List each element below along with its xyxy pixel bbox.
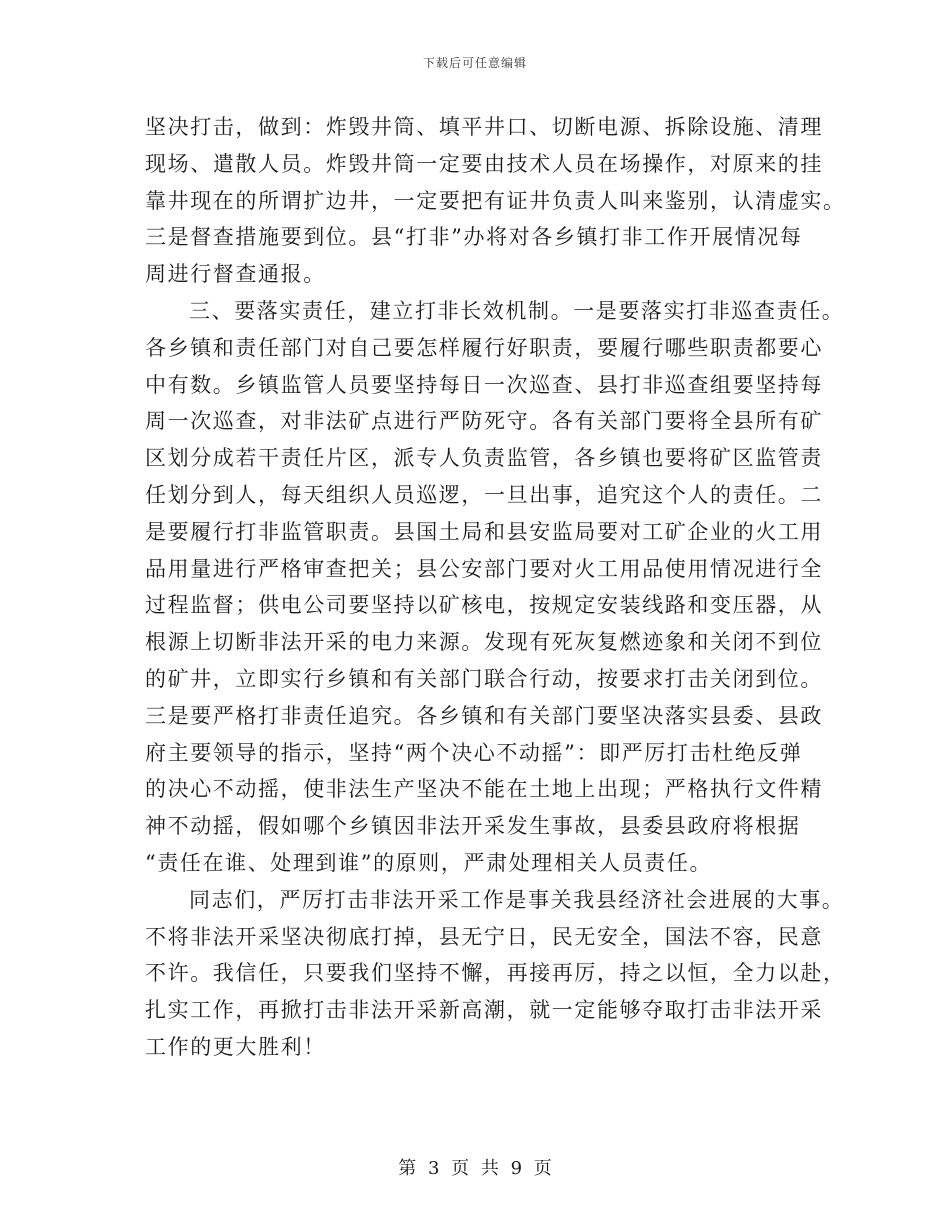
body-text [145,109,846,1066]
paragraph-start-line: 三、要落实责任，建立打非长效机制。一是要落实打非巡查责任。 [189,298,845,323]
text-line: 靠井现在的所谓扩边井，一定要把有证井负责人叫来鉴别，认清虚实。 [145,188,846,213]
text-line: 坚决打击，做到：炸毁井筒、填平井口、切断电源、拆除设施、清理 [145,115,823,139]
text-line: 扎实工作，再掀打击非法开采新高潮，就一定能够夺取打击非法开采 [145,998,823,1023]
text-line: 现场、遣散人员。炸毁井筒一定要由技术人员在场操作，对原来的挂 [145,151,823,176]
text-line: 的决心不动摇，使非法生产坚决不能在土地上出现；严格执行文件精 [145,777,823,802]
page-number: 第 3 页 共 9 页 [398,1158,552,1179]
text-line: “责任在谁、处理到谁”的原则，严肃处理相关人员责任。 [145,850,713,875]
text-line: 的矿井，立即实行乡镇和有关部门联合行动，按要求打击关闭到位。 [145,666,823,691]
text-line: 区划分成若干责任片区，派专人负责监管，各乡镇也要将矿区监管责 [145,446,823,471]
text-line: 府主要领导的指示，坚持“两个决心不动摇”：即严厉打击杜绝反弹 [145,740,803,765]
header-note: 下载后可任意编辑 [422,56,527,70]
text-line: 各乡镇和责任部门对自己要怎样履行好职责，要履行哪些职责都要心 [145,335,823,360]
text-line: 工作的更大胜利！ [145,1034,326,1059]
text-line: 中有数。乡镇监管人员要坚持每日一次巡查、县打非巡查组要坚持每 [145,372,823,397]
text-line: 过程监督；供电公司要坚持以矿核电，按规定安装线路和变压器，从 [145,593,823,618]
text-line: 周进行督查通报。 [145,262,326,287]
text-line: 根源上切断非法开采的电力来源。发现有死灰复燃迹象和关闭不到位 [145,630,823,655]
text-line: 不许。我信任，只要我们坚持不懈，再接再厉，持之以恒，全力以赴， [145,961,846,986]
text-line: 周一次巡查，对非法矿点进行严防死守。各有关部门要将全县所有矿 [145,409,823,434]
text-line: 三是要严格打非责任追究。各乡镇和有关部门要坚决落实县委、县政 [145,703,823,728]
text-line: 品用量进行严格审查把关；县公安部门要对火工用品使用情况进行全 [145,556,823,581]
text-line: 是要履行打非监管职责。县国土局和县安监局要对工矿企业的火工用 [145,519,823,544]
paragraph-start-line: 同志们，严厉打击非法开采工作是事关我县经济社会进展的大事。 [189,887,845,912]
text-line: 神不动摇，假如哪个乡镇因非法开采发生事故，县委县政府将根据 [145,814,801,839]
text-line: 不将非法开采坚决彻底打掉，县无宁日，民无安全，国法不容，民意 [145,924,823,949]
text-line: 任划分到人，每天组织人员巡逻，一旦出事，追究这个人的责任。二 [145,482,823,507]
text-line: 三是督查措施要到位。县“打非”办将对各乡镇打非工作开展情况每 [145,225,803,250]
